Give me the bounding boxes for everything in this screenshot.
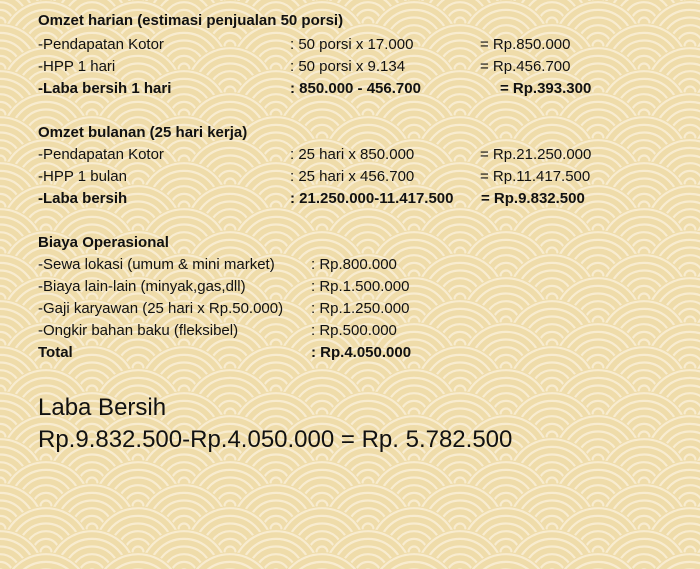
- cost-shipping-value: : Rp.500.000: [311, 322, 397, 339]
- daily-net-result: = Rp.393.300: [500, 80, 592, 97]
- monthly-net-calc: : 21.250.000-11.417.500: [290, 190, 454, 207]
- daily-gross-calc: : 50 porsi x 17.000: [290, 36, 414, 53]
- cost-shipping-label: -Ongkir bahan baku (fleksibel): [38, 322, 239, 339]
- daily-hpp-calc: : 50 porsi x 9.134: [290, 58, 406, 75]
- cost-salary-value: : Rp.1.250.000: [311, 300, 410, 317]
- net-profit-formula: Rp.9.832.500-Rp.4.050.000 = Rp. 5.782.500: [38, 426, 513, 453]
- cost-misc-label: -Biaya lain-lain (minyak,gas,dll): [38, 278, 246, 295]
- cost-total-label: Total: [38, 344, 73, 361]
- monthly-gross-calc: : 25 hari x 850.000: [290, 146, 415, 163]
- daily-net-calc: : 850.000 - 456.700: [290, 80, 421, 97]
- net-profit-title: Laba Bersih: [38, 394, 167, 421]
- monthly-gross-label: -Pendapatan Kotor: [38, 146, 164, 163]
- monthly-net-label: -Laba bersih: [38, 190, 128, 207]
- daily-title: Omzet harian (estimasi penjualan 50 porsi): [38, 12, 344, 29]
- monthly-gross-result: = Rp.21.250.000: [480, 146, 592, 163]
- cost-salary-label: -Gaji karyawan (25 hari x Rp.50.000): [38, 300, 284, 317]
- operational-title: Biaya Operasional: [38, 234, 169, 251]
- cost-rent-value: : Rp.800.000: [311, 256, 397, 273]
- cost-misc-value: : Rp.1.500.000: [311, 278, 410, 295]
- cost-rent-label: -Sewa lokasi (umum & mini market): [38, 256, 275, 273]
- cost-total-value: : Rp.4.050.000: [311, 344, 412, 361]
- monthly-hpp-label: -HPP 1 bulan: [38, 168, 127, 185]
- daily-gross-label: -Pendapatan Kotor: [38, 36, 164, 53]
- monthly-hpp-result: = Rp.11.417.500: [480, 168, 591, 185]
- monthly-net-result: = Rp.9.832.500: [481, 190, 585, 207]
- daily-gross-result: = Rp.850.000: [480, 36, 571, 53]
- daily-net-label: -Laba bersih 1 hari: [38, 80, 172, 97]
- monthly-title: Omzet bulanan (25 hari kerja): [38, 124, 248, 141]
- daily-hpp-label: -HPP 1 hari: [38, 58, 116, 75]
- monthly-hpp-calc: : 25 hari x 456.700: [290, 168, 415, 185]
- daily-hpp-result: = Rp.456.700: [480, 58, 571, 75]
